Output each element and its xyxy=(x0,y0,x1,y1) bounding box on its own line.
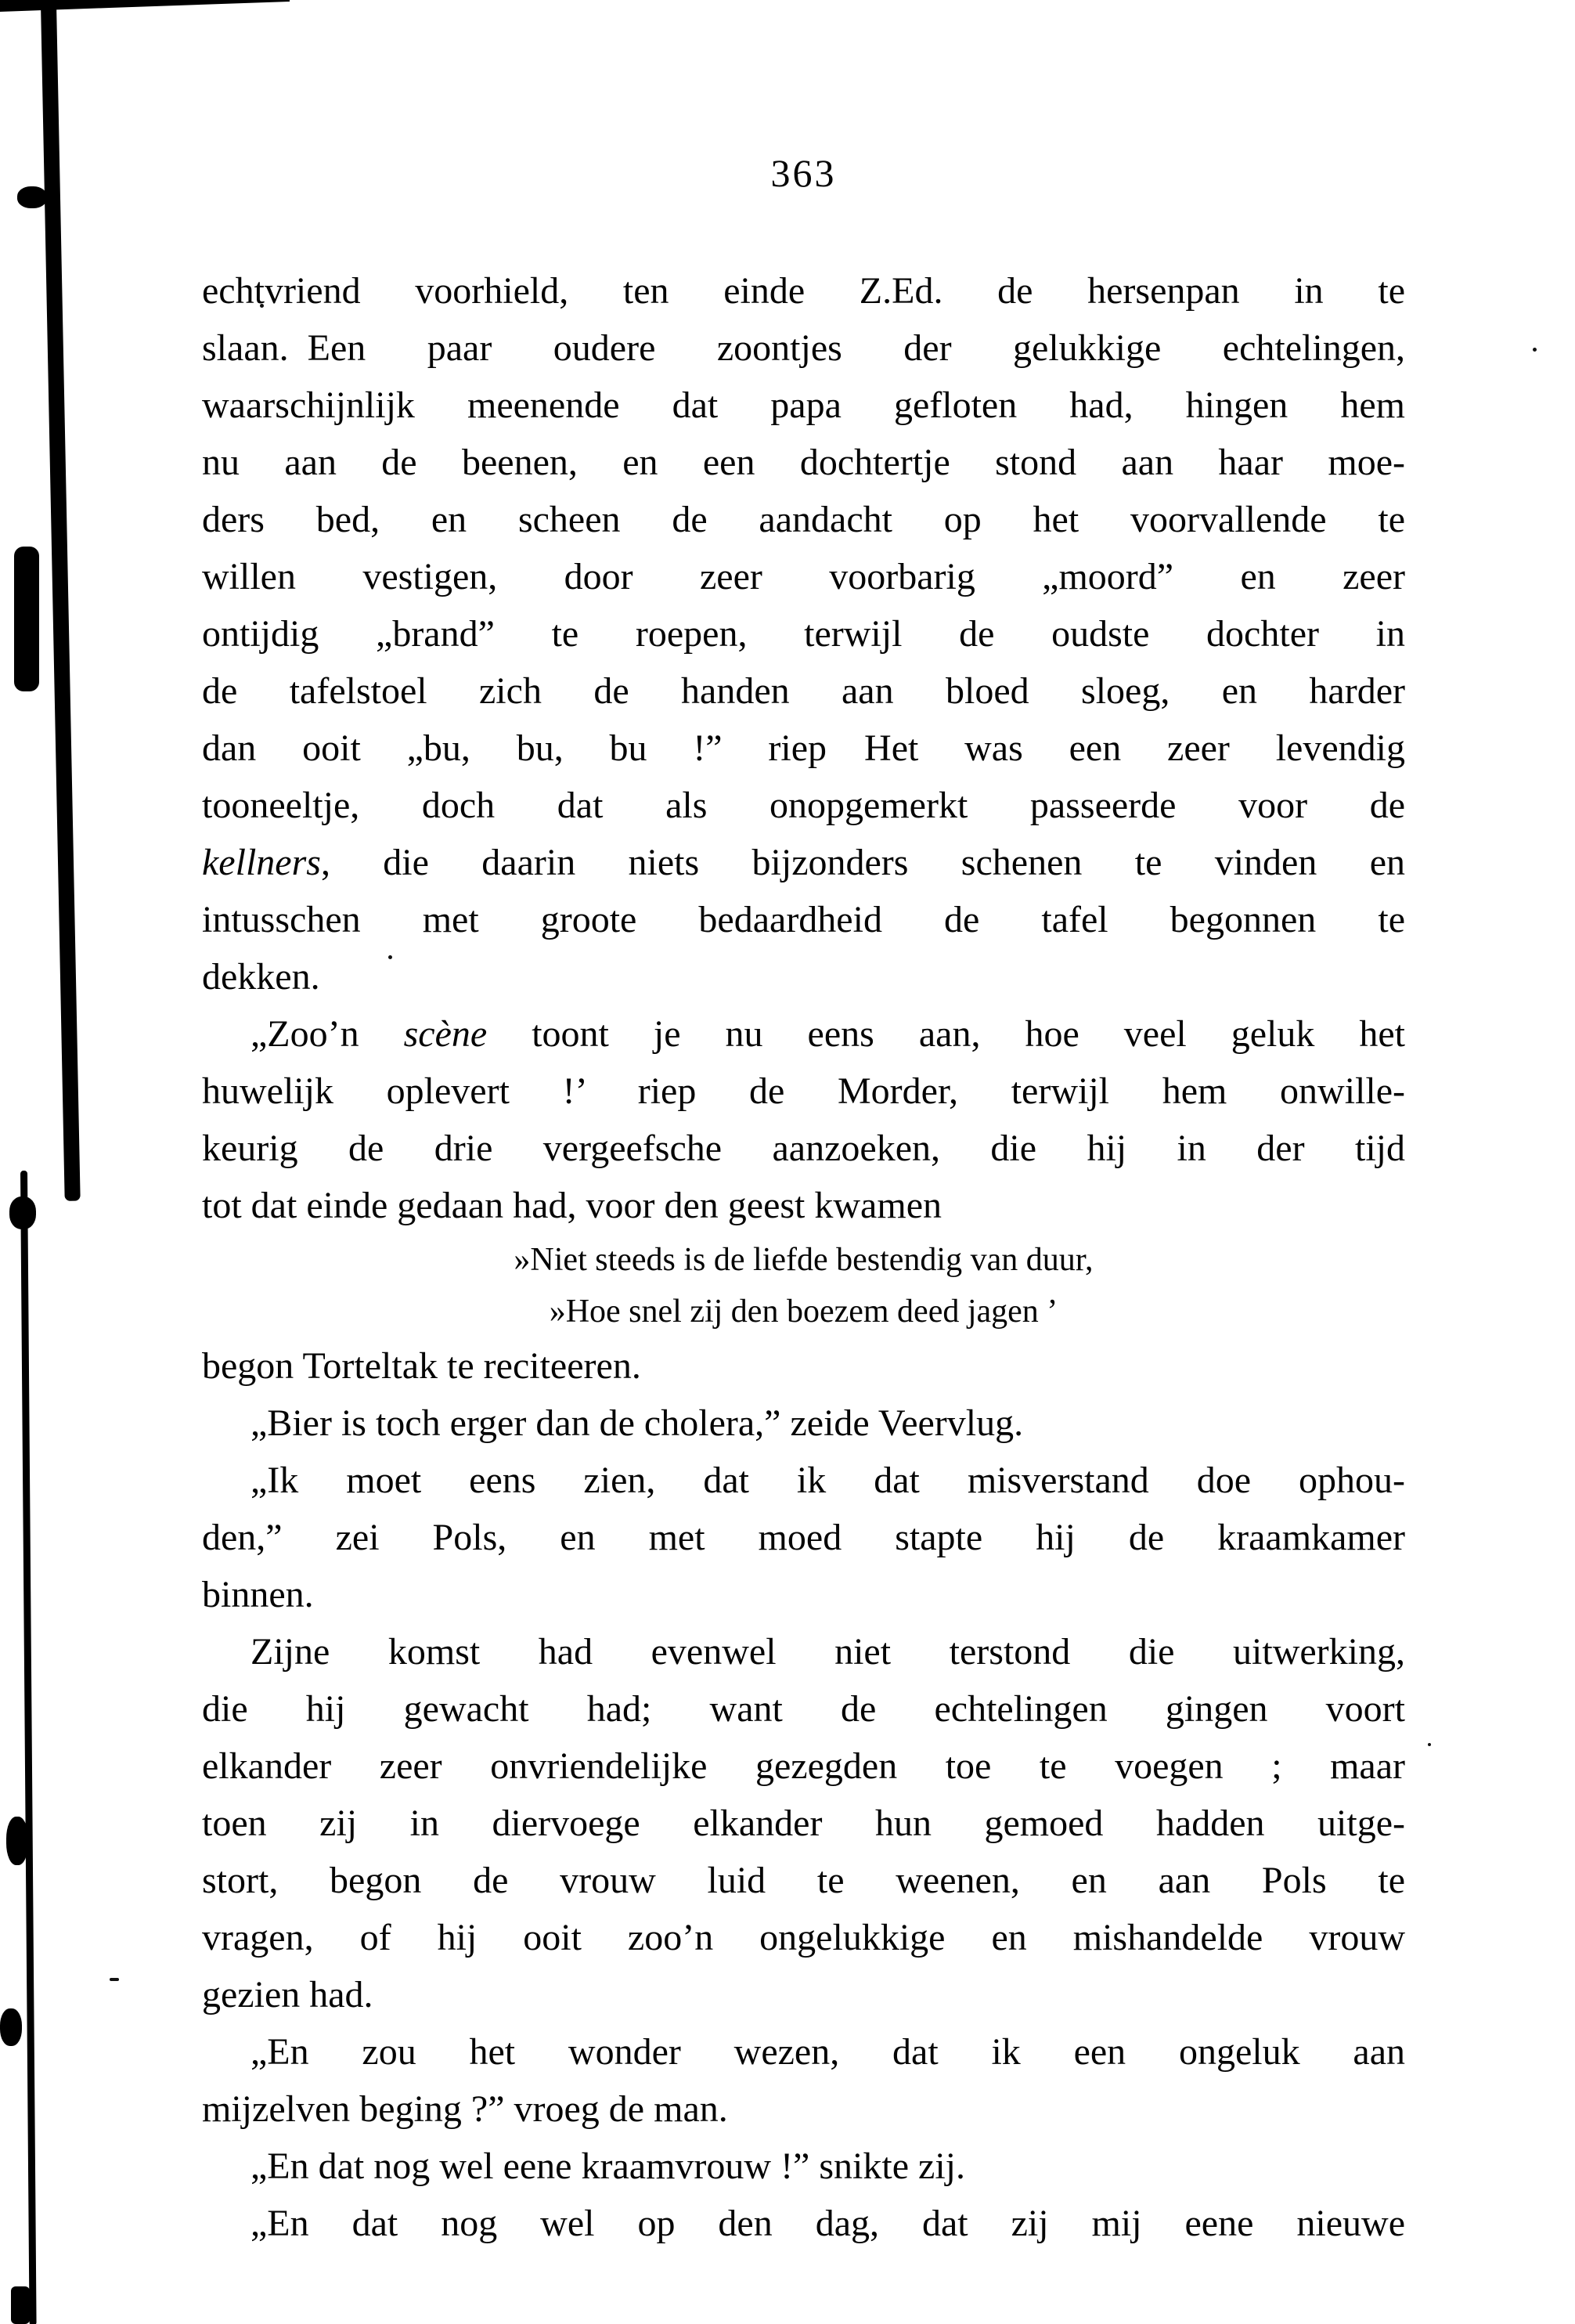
binding-blob xyxy=(0,2008,22,2046)
text-line: stort, begon de vrouw luid te weenen, en aan Pols te xyxy=(202,1860,1405,1901)
text-line: toen zij in diervoege elkander hun gemoed hadden uitge- xyxy=(202,1803,1405,1844)
text-line: keurig de drie vergeefsche aanzoeken, die hij in der tijd xyxy=(202,1128,1405,1169)
verse-line: »Niet steeds is de liefde bestendig van duur, xyxy=(514,1242,1094,1278)
text-line: binnen. xyxy=(202,1574,314,1615)
text-line: den,” zei Pols, en met moed stapte hij de kraamkamer xyxy=(202,1517,1405,1558)
text-line: Zijne komst had evenwel niet terstond die uitwerking, xyxy=(250,1631,1405,1673)
text-line: willen vestigen, door zeer voorbarig „moord” en zeer xyxy=(202,556,1405,597)
text-block xyxy=(202,262,1405,2252)
text-line: „Ik moet eens zien, dat ik dat misverstand doe ophou- xyxy=(250,1460,1405,1501)
text-line: „En zou het wonder wezen, dat ik een ongeluk aan xyxy=(250,2031,1405,2073)
binding-blob xyxy=(9,1196,36,1229)
text-line: ontijdig „brand” te roepen, terwijl de oudste dochter in xyxy=(202,613,1405,655)
text-line: „Bier is toch erger dan de cholera,” zeide Veervlug. xyxy=(250,1402,1024,1444)
text-line: „En dat nog wel eene kraamvrouw !” snikte zij. xyxy=(250,2145,965,2187)
text-line: slaan. Een paar oudere zoontjes der gelukkige echtelingen, xyxy=(202,327,1405,369)
text-line: dekken. xyxy=(202,956,320,998)
text-line: de tafelstoel zich de handen aan bloed sloeg, en harder xyxy=(202,670,1405,712)
text-line: dan ooit „bu, bu, bu !” riep Het was een zeer levendig xyxy=(202,727,1405,769)
scan-speck xyxy=(1428,1743,1431,1746)
text-line: nu aan de beenen, en een dochtertje stond aan haar moe- xyxy=(202,442,1405,483)
text-line: intusschen met groote bedaardheid de tafel begonnen te xyxy=(202,899,1405,940)
binding-bar-upper xyxy=(41,3,81,1201)
text-line: tot dat einde gedaan had, voor den geest kwamen xyxy=(202,1185,942,1226)
text-line: gezien had. xyxy=(202,1974,373,2015)
text-line: tooneeltje, doch dat als onopgemerkt passeerde voor de xyxy=(202,785,1405,826)
page-number: 363 xyxy=(770,151,837,195)
binding-bar-lower xyxy=(20,1171,37,2324)
verse-line: »Hoe snel zij den boezem deed jagen ’ xyxy=(549,1294,1058,1330)
text-line: waarschijnlijk meenende dat papa gefloten had, hingen hem xyxy=(202,384,1405,426)
scan-speck xyxy=(1533,348,1537,352)
text-line: vragen, of hij ooit zoo’n ongelukkige en mishandelde vrouw xyxy=(202,1917,1405,1958)
binding-blob xyxy=(17,186,47,208)
binding-blob xyxy=(11,2286,30,2324)
text-line: huwelijk oplevert !’ riep de Morder, terwijl hem onwille- xyxy=(202,1070,1405,1112)
text-line: elkander zeer onvriendelijke gezegden toe te voegen ; maar xyxy=(202,1745,1405,1787)
text-line: „Zoo’n scène toont je nu eens aan, hoe veel geluk het xyxy=(250,1013,1406,1055)
text-line: kellners, die daarin niets bijzonders schenen te vinden en xyxy=(202,842,1405,883)
text-line: echtvriend voorhield, ten einde Z.Ed. de hersenpan in te xyxy=(202,270,1405,312)
text-line: „En dat nog wel op den dag, dat zij mij eene nieuwe xyxy=(250,2203,1405,2244)
scan-speck xyxy=(110,1978,119,1981)
binding-blob xyxy=(14,547,39,691)
text-line: mijzelven beging ?” vroeg de man. xyxy=(202,2088,728,2130)
text-line: die hij gewacht had; want de echtelingen gingen voort xyxy=(202,1688,1405,1730)
text-line: ders bed, en scheen de aandacht op het voorvallende te xyxy=(202,499,1405,540)
text-line: begon Torteltak te reciteeren. xyxy=(202,1345,641,1387)
binding-blob xyxy=(6,1817,28,1865)
